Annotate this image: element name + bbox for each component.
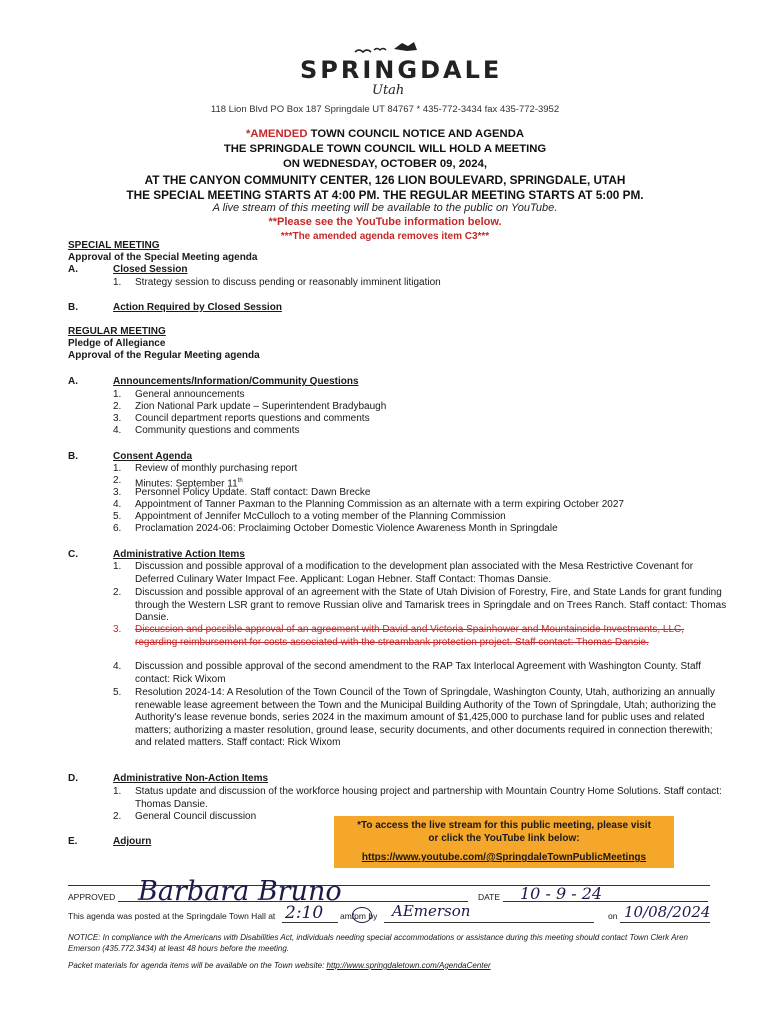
regular-a-title: Announcements/Information/Community Questions: [113, 376, 359, 387]
title-line-1-text: TOWN COUNCIL NOTICE AND AGENDA: [307, 128, 525, 140]
title-line-5: THE SPECIAL MEETING STARTS AT 4:00 PM. THE REGULAR MEETING STARTS AT 5:00 PM.: [126, 188, 644, 202]
list-item: [113, 277, 728, 290]
ada-notice: NOTICE: In compliance with the Americans with Disabilities Act, individuals needing special accommodations or assistance during this meeting should contact Town Clerk Aren Emerson (435.772.3434) at least 48 hours before the meeting.: [68, 933, 688, 953]
town-address: 118 Lion Blvd PO Box 187 Springdale UT 84767 * 435-772-3434 fax 435-772-3952: [210, 104, 560, 115]
list-item: [113, 487, 728, 500]
item-number: 2.: [113, 475, 122, 486]
item-text: Council department reports questions and comments: [135, 413, 370, 424]
list-item: [113, 401, 728, 414]
youtube-note: **Please see the YouTube information below.: [268, 216, 502, 228]
am-pm-label: am/pm by: [340, 911, 378, 921]
list-item: [113, 811, 333, 824]
item-number: 5.: [113, 511, 122, 522]
packet-note: [68, 961, 718, 970]
title-line-4: AT THE CANYON COMMUNITY CENTER, 126 LION BOULEVARD, SPRINGDALE, UTAH: [144, 173, 626, 187]
posted-by-line: [384, 922, 594, 923]
item-text: Community questions and comments: [135, 425, 300, 436]
regular-e-title: Adjourn: [113, 836, 152, 847]
regular-d-title: Administrative Non-Action Items: [113, 773, 269, 784]
item-number: 2.: [113, 401, 122, 412]
approved-label: APPROVED: [68, 892, 116, 902]
item-text: Discussion and possible approval of a modification to the development plan associated with the Mesa Restrictive Covenant for Deferred Culinary Water Impact Fee. Applicant: Logan Hebner. Staff Contact: Thomas Dansie.: [135, 561, 694, 585]
logo-wordmark: SPRINGDALE: [300, 56, 503, 84]
list-item: [113, 687, 728, 750]
item-number: 1.: [113, 389, 122, 400]
list-item: [113, 523, 728, 536]
list-item: [113, 661, 728, 686]
title-line-1: [0, 128, 770, 140]
youtube-info-box: [334, 816, 674, 868]
pledge: Pledge of Allegiance: [68, 338, 166, 349]
regular-b-letter: B.: [68, 451, 78, 462]
posted-by-signature: AEmerson: [392, 902, 471, 920]
regular-b-title: Consent Agenda: [113, 451, 193, 462]
list-item: [113, 413, 728, 426]
item-text: Status update and discussion of the workforce housing project and partnership with Mountain Country Home Solutions. Staff contact: Thomas Dansie.: [135, 786, 722, 810]
list-item: [113, 463, 728, 476]
springdale-logo: [300, 40, 503, 102]
item-number: 1.: [113, 786, 122, 797]
item-number: 2.: [113, 587, 122, 598]
ordinal-suffix: th: [237, 478, 243, 484]
regular-e-letter: E.: [68, 836, 78, 847]
regular-d-letter: D.: [68, 773, 78, 784]
list-item: [113, 425, 728, 438]
packet-prefix: Packet materials for agenda items will be available on the Town website:: [68, 961, 327, 970]
item-text: Review of monthly purchasing report: [135, 463, 298, 474]
stream-note: A live stream of this meeting will be available to the public on YouTube.: [212, 202, 558, 214]
amended-label: *AMENDED: [245, 128, 308, 140]
special-meeting-heading: SPECIAL MEETING: [68, 240, 160, 251]
special-b-title: Action Required by Closed Session: [113, 302, 282, 313]
item-text: Discussion and possible approval of an agreement with David and Victoria Spainhower and Mountainside Investments, LLC, regarding reimbursement for costs associated with the streambank protection project. Staff contact: Thomas Dansie.: [135, 624, 685, 648]
on-label: on: [608, 911, 618, 921]
item-number: 6.: [113, 523, 122, 534]
item-text: Discussion and possible approval of the second amendment to the RAP Tax Interlocal Agreement with Washington County. Staff contact: Rick Wixom: [135, 661, 701, 685]
item-text: Appointment of Jennifer McCulloch to a voting member of the Planning Commission: [135, 511, 506, 522]
date-label: DATE: [478, 892, 501, 902]
regular-c-letter: C.: [68, 549, 78, 560]
youtube-link[interactable]: https://www.youtube.com/@SpringdaleTownPublicMeetings: [361, 852, 647, 863]
item-text: Personnel Policy Update. Staff contact: Dawn Brecke: [135, 487, 371, 498]
approved-signature: Barbara Bruno: [138, 876, 342, 907]
special-b-letter: B.: [68, 302, 78, 313]
title-line-2: THE SPRINGDALE TOWN COUNCIL WILL HOLD A MEETING: [223, 143, 547, 155]
list-item: [113, 786, 728, 811]
item-text: Proclamation 2024-06: Proclaiming October Domestic Violence Awareness Month in Springdale: [135, 523, 558, 534]
special-a-letter: A.: [68, 264, 78, 275]
item-text: General Council discussion: [135, 811, 257, 822]
list-item: [113, 561, 728, 586]
posted-date-line: [620, 922, 710, 923]
item-number: 4.: [113, 499, 122, 510]
posted-date: 10/08/2024: [624, 903, 711, 921]
item-number: 3.: [113, 413, 122, 424]
item-number: 3.: [113, 487, 122, 498]
regular-meeting-heading: REGULAR MEETING: [68, 326, 166, 337]
special-approval: Approval of the Special Meeting agenda: [68, 252, 258, 263]
item-text: Zion National Park update – Superintendent Bradybaugh: [135, 401, 387, 412]
item-number: 1.: [113, 561, 122, 572]
item-text-main: Minutes: September 11: [135, 478, 238, 490]
pm-circle-mark: [352, 907, 372, 923]
list-item: [113, 389, 728, 402]
list-item: [113, 511, 728, 524]
item-text: Resolution 2024-14: A Resolution of the Town Council of the Town of Springdale, Washington County, Utah, authorizing an annually renewable lease agreement between the Town and the Municipal Building Authority of the Town of Springdale, Utah; authorizing the Authority's lease revenue bonds, series 2024 in the maximum amount of $1,425,000 to purchase land for public uses and related matters; authorizing a master resolution, ground lease, security documents, and other documents required in connection therewith; and related matters. Staff contact: Rick Wixom: [135, 687, 717, 749]
list-item: [113, 587, 728, 625]
approved-date: 10 - 9 - 24: [520, 884, 603, 903]
youtube-box-line-2: or click the YouTube link below:: [428, 833, 580, 844]
posted-text: This agenda was posted at the Springdale Town Hall at: [68, 911, 276, 921]
item-number: 5.: [113, 687, 122, 698]
special-a-title: Closed Session: [113, 264, 188, 275]
regular-c-title: Administrative Action Items: [113, 549, 245, 560]
removed-item-note: ***The amended agenda removes item C3***: [280, 231, 490, 242]
item-text: Strategy session to discuss pending or reasonably imminent litigation: [135, 277, 441, 288]
list-item: [113, 499, 728, 512]
item-number: 2.: [113, 811, 122, 822]
posted-time: 2:10: [285, 903, 324, 923]
item-text: Appointment of Tanner Paxman to the Planning Commission as an alternate with a term expiring October 2027: [135, 499, 624, 510]
logo-script: Utah: [372, 83, 405, 98]
item-number: 3.: [113, 624, 122, 635]
item-number: 1.: [113, 277, 122, 288]
removed-list-item: [113, 624, 728, 649]
regular-approval: Approval of the Regular Meeting agenda: [68, 350, 260, 361]
item-number: 1.: [113, 463, 122, 474]
regular-a-letter: A.: [68, 376, 78, 387]
item-number: 4.: [113, 661, 122, 672]
agenda-center-link[interactable]: http://www.springdaletown.com/AgendaCenter: [326, 961, 491, 970]
item-number: 4.: [113, 425, 122, 436]
item-text: Discussion and possible approval of an agreement with the State of Utah Division of Forestry, Fire, and State Lands for grant funding through the Western LSR grant to remove Russian olive and Tamarisk trees in Springdale and on Trees Ranch. Staff contact: Thomas Dansie.: [135, 587, 727, 624]
youtube-box-line-1: *To access the live stream for this public meeting, please visit: [357, 820, 651, 831]
item-text: General announcements: [135, 389, 245, 400]
title-line-3: ON WEDNESDAY, OCTOBER 09, 2024,: [282, 158, 488, 170]
